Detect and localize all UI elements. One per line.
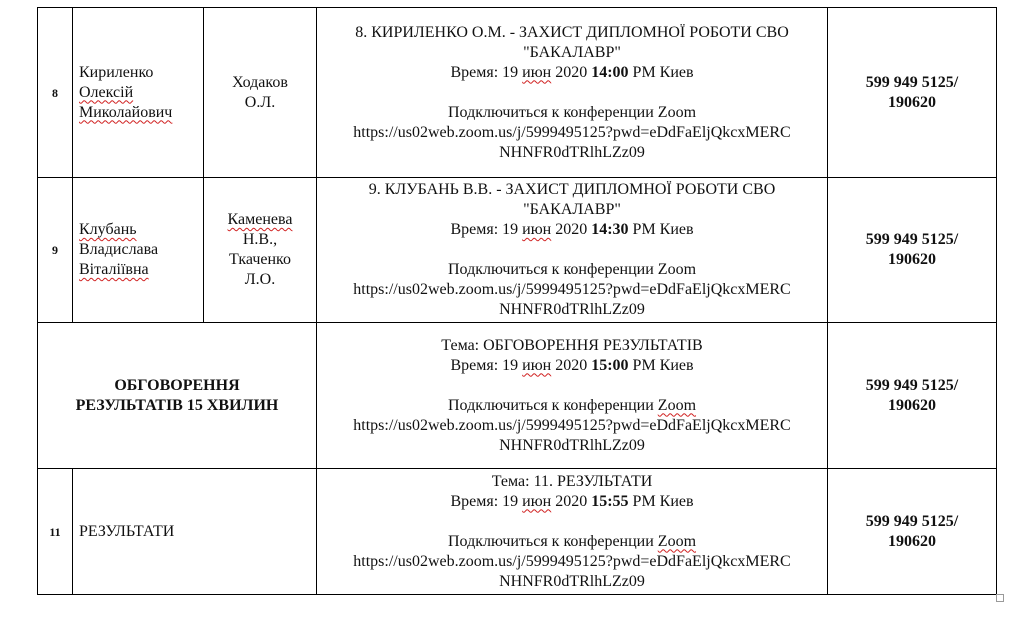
session-time: Время: 19 июн 2020 15:00 PM Киев (450, 356, 694, 374)
session-title: Тема: ОБГОВОРЕННЯ РЕЗУЛЬТАТІВ (441, 336, 703, 354)
session-time: Время: 19 июн 2020 14:00 PM Киев (450, 63, 694, 81)
session-time: Время: 19 июн 2020 15:55 PM Киев (450, 492, 694, 510)
zoom-link-cont[interactable]: NHNFR0dTRlhLZz09 (499, 436, 645, 454)
student-surname: Кириленко (79, 63, 154, 81)
student-patronymic: Миколайович (79, 103, 173, 121)
conference-id: 599 949 5125/ (865, 512, 959, 530)
row-label: РЕЗУЛЬТАТИ (73, 469, 317, 595)
connect-label: Подключиться к конференции Zoom (447, 103, 697, 121)
supervisor (204, 8, 317, 178)
table-row (38, 8, 997, 178)
discussion-label-line: ОБГОВОРЕННЯ (114, 376, 240, 394)
student-patronymic: Віталіївна (79, 261, 149, 278)
zoom-link[interactable]: https://us02web.zoom.us/j/5999495125?pwd=eDdFaEljQkcxMERC (353, 281, 791, 298)
zoom-link[interactable]: https://us02web.zoom.us/j/5999495125?pwd=eDdFaEljQkcxMERC (353, 416, 791, 434)
session-title-cont: "БАКАЛАВР" (523, 201, 621, 218)
table-row (38, 323, 997, 469)
zoom-link[interactable]: https://us02web.zoom.us/j/5999495125?pwd=eDdFaEljQkcxMERC (353, 552, 791, 570)
conference-id: 599 949 5125/ (865, 231, 959, 248)
supervisor-line: Н.В., (242, 231, 278, 248)
discussion-label-line: РЕЗУЛЬТАТІВ 15 ХВИЛИН (75, 396, 279, 414)
conference-password: 190620 (888, 396, 936, 414)
row-number: 9 (38, 178, 73, 323)
conference-id: 599 949 5125/ (865, 376, 959, 394)
session-time: Время: 19 июн 2020 14:30 PM Киев (450, 221, 694, 238)
schedule-table (37, 7, 997, 595)
discussion-label (38, 323, 317, 469)
student-first-name: Олексій (79, 83, 134, 101)
session-title: 9. КЛУБАНЬ В.В. - ЗАХИСТ ДИПЛОМНОЇ РОБОТИ СВО (368, 181, 776, 198)
connect-label: Подключиться к конференции Zoom (447, 261, 697, 278)
conference-code (828, 323, 997, 469)
session-info (317, 323, 828, 469)
conference-code (828, 178, 997, 323)
connect-label: Подключиться к конференции Zoom (447, 396, 697, 414)
supervisor-line: Каменева (227, 211, 293, 228)
zoom-link-cont[interactable]: NHNFR0dTRlhLZz09 (499, 301, 645, 318)
supervisor-line: Ходаков (232, 73, 288, 91)
session-title-cont: "БАКАЛАВР" (523, 43, 621, 61)
table-row (38, 178, 997, 323)
row-number: 8 (38, 8, 73, 178)
conference-password: 190620 (888, 93, 936, 111)
supervisor-line: Л.О. (244, 271, 276, 288)
conference-code (828, 8, 997, 178)
conference-id: 599 949 5125/ (865, 73, 959, 91)
session-info (317, 8, 828, 178)
student-first-name: Владислава (79, 241, 159, 258)
table-row (38, 469, 997, 595)
student-name (73, 178, 204, 323)
session-title: 8. КИРИЛЕНКО О.М. - ЗАХИСТ ДИПЛОМНОЇ РОБОТИ СВО (355, 23, 789, 41)
row-number: 11 (38, 469, 73, 595)
supervisor (204, 178, 317, 323)
student-surname: Клубань (79, 221, 137, 238)
supervisor-line: О.Л. (244, 93, 276, 111)
supervisor-line: Ткаченко (228, 251, 292, 268)
session-info (317, 178, 828, 323)
session-info (317, 469, 828, 595)
conference-code (828, 469, 997, 595)
table-resize-handle[interactable] (996, 594, 1004, 602)
zoom-link[interactable]: https://us02web.zoom.us/j/5999495125?pwd=eDdFaEljQkcxMERC (353, 123, 791, 141)
connect-label: Подключиться к конференции Zoom (447, 532, 697, 550)
zoom-link-cont[interactable]: NHNFR0dTRlhLZz09 (499, 143, 645, 161)
zoom-link-cont[interactable]: NHNFR0dTRlhLZz09 (499, 572, 645, 590)
student-name (73, 8, 204, 178)
conference-password: 190620 (888, 532, 936, 550)
conference-password: 190620 (888, 251, 936, 268)
session-title: Тема: 11. РЕЗУЛЬТАТИ (491, 472, 653, 490)
